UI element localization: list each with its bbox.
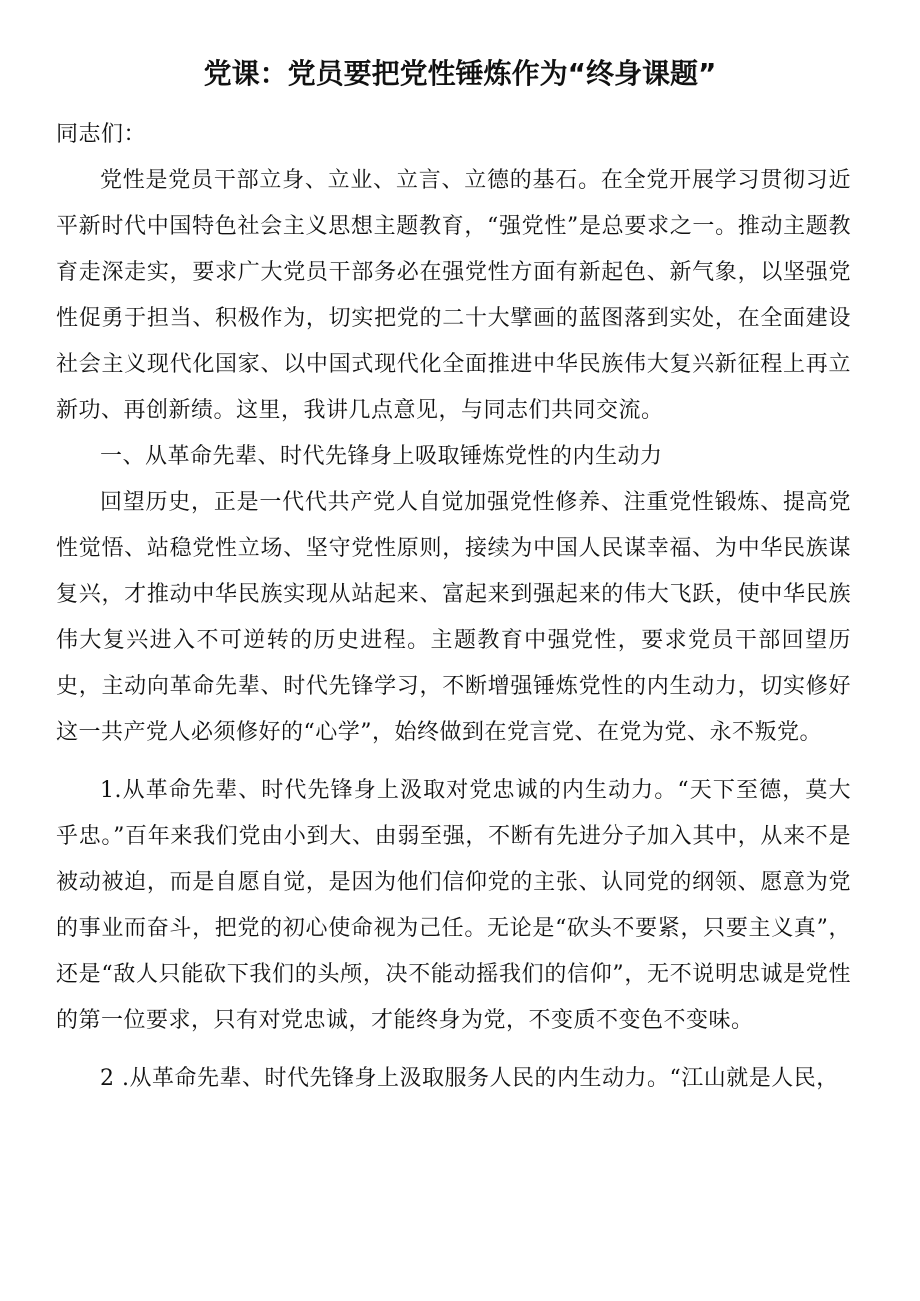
paragraph-point-2: 2 .从革命先辈、时代先锋身上汲取服务人民的内生动力。“江山就是人民， [100, 1066, 839, 1091]
salutation: 同志们： [56, 122, 147, 147]
paragraph-point-1: 1.从革命先辈、时代先锋身上汲取对党忠诚的内生动力。“天下至德，莫大乎忠。”百年来我们党由小到大、由弱至强，不断有先进分子加入其中，从来不是被动被迫，而是自愿自觉，是因为他们信仰党的主张、认同党的纲领、愿意为党的事业而奋斗，把党的初心使命视为己任。无论是“砍头不要紧，只要主义真”，还是“敌人只能砍下我们的头颅，决不能动摇我们的信仰”，无不说明忠诚是党性的第一位要求，只有对党忠诚，才能终身为党，不变质不变色不变味。 [56, 778, 851, 1033]
section-heading-1: 一、从革命先辈、时代先锋身上吸取锤炼党性的内生动力 [100, 444, 663, 469]
paragraph-history: 回望历史，正是一代代共产党人自觉加强党性修养、注重党性锻炼、提高党性觉悟、站稳党性立场、坚守党性原则，接续为中国人民谋幸福、为中华民族谋复兴，才推动中华民族实现从站起来、富起来到强起来的伟大飞跃，使中华民族伟大复兴进入不可逆转的历史进程。主题教育中强党性，要求党员干部回望历史，主动向革命先辈、时代先锋学习，不断增强锤炼党性的内生动力，切实修好这一共产党人必须修好的“心学”，始终做到在党言党、在党为党、永不叛党。 [56, 490, 851, 745]
document-title: 党课：党员要把党性锤炼作为“终身课题” [203, 57, 717, 90]
document-body [56, 112, 851, 1102]
paragraph-intro: 党性是党员干部立身、立业、立言、立德的基石。在全党开展学习贯彻习近平新时代中国特色社会主义思想主题教育，“强党性”是总要求之一。推动主题教育走深走实，要求广大党员干部务必在强党性方面有新起色、新气象，以坚强党性促勇于担当、积极作为，切实把党的二十大擘画的蓝图落到实处，在全面建设社会主义现代化国家、以中国式现代化全面推进中华民族伟大复兴新征程上再立新功、再创新绩。这里，我讲几点意见，与同志们共同交流。 [56, 168, 851, 423]
